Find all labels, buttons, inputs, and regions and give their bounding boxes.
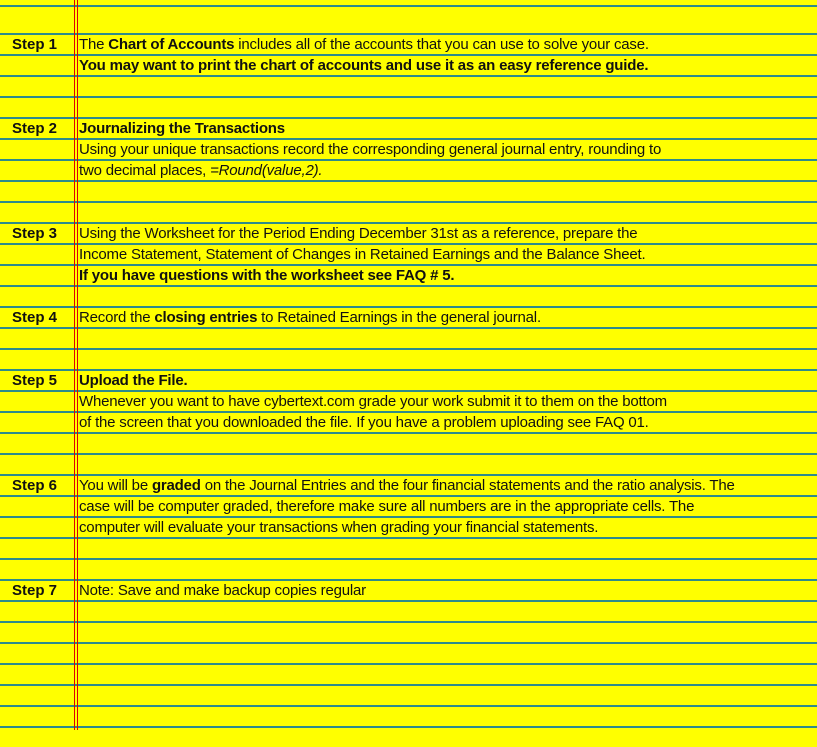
text-segment: Upload the File. — [79, 372, 188, 389]
step-label: Step 1 — [12, 36, 58, 53]
sheet-row[interactable] — [0, 558, 817, 579]
sheet-row[interactable] — [0, 684, 817, 705]
sheet-row[interactable] — [0, 390, 817, 411]
instruction-text — [79, 393, 667, 410]
text-segment: Income Statement, Statement of Changes in Retained Earnings and the Balance Sheet. — [79, 246, 646, 263]
sheet-row[interactable] — [0, 705, 817, 726]
sheet-row[interactable] — [0, 432, 817, 453]
instruction-text — [79, 162, 322, 179]
sheet-row[interactable] — [0, 243, 817, 264]
text-segment: The — [79, 36, 109, 53]
instruction-text — [79, 414, 649, 431]
text-segment: case will be computer graded, therefore make sure all numbers are in the appropriate cells. The — [79, 498, 695, 515]
step-label: Step 5 — [12, 372, 58, 389]
sheet-row[interactable] — [0, 726, 817, 747]
step-label: Step 7 — [12, 582, 58, 599]
instruction-text — [79, 372, 187, 389]
text-segment: to Retained Earnings in the general journal. — [257, 309, 541, 326]
step-row[interactable] — [0, 474, 817, 495]
text-segment: You will be — [79, 477, 152, 494]
text-segment: Using the Worksheet for the Period Ending December 31st as a reference, prepare the — [79, 225, 638, 242]
step-row[interactable] — [0, 579, 817, 600]
text-segment: Using your unique transactions record the corresponding general journal entry, rounding to — [79, 141, 662, 158]
sheet-row[interactable] — [0, 537, 817, 558]
instruction-text — [79, 57, 648, 74]
sheet-row[interactable] — [0, 453, 817, 474]
instruction-text — [79, 120, 285, 137]
instruction-text — [79, 519, 598, 536]
sheet-row[interactable] — [0, 159, 817, 180]
text-segment: of the screen that you downloaded the file. If you have a problem uploading see FAQ 01. — [79, 414, 649, 431]
instruction-text — [79, 141, 661, 158]
margin-line — [74, 0, 78, 730]
text-segment: Journalizing the Transactions — [79, 120, 285, 137]
instruction-text — [79, 267, 454, 284]
sheet-row[interactable] — [0, 642, 817, 663]
sheet-row[interactable] — [0, 663, 817, 684]
instruction-text — [79, 498, 694, 515]
instruction-sheet — [0, 33, 817, 747]
step-row[interactable] — [0, 117, 817, 138]
sheet-row[interactable] — [0, 495, 817, 516]
text-segment: Whenever you want to have cybertext.com grade your work submit it to them on the bottom — [79, 393, 667, 410]
text-segment: Chart of Accounts — [108, 36, 235, 53]
instruction-text — [79, 36, 649, 53]
sheet-row[interactable] — [0, 75, 817, 96]
text-segment: You may want to print the chart of accounts and use it as an easy reference guide. — [79, 57, 649, 74]
sheet-row[interactable] — [0, 201, 817, 222]
sheet-row[interactable] — [0, 285, 817, 306]
instruction-text — [79, 309, 541, 326]
sheet-row[interactable] — [0, 264, 817, 285]
step-label: Step 4 — [12, 309, 58, 326]
sheet-row[interactable] — [0, 516, 817, 537]
step-label: Step 6 — [12, 477, 58, 494]
step-label: Step 3 — [12, 225, 58, 242]
instruction-text — [79, 246, 645, 263]
sheet-row[interactable] — [0, 96, 817, 117]
text-segment: Record the — [79, 309, 155, 326]
text-segment: computer will evaluate your transactions when grading your financial statements. — [79, 519, 599, 536]
text-segment: If you have questions with the worksheet see FAQ # 5. — [79, 267, 455, 284]
sheet-row[interactable] — [0, 54, 817, 75]
sheet-row[interactable] — [0, 348, 817, 369]
sheet-row[interactable] — [0, 411, 817, 432]
sheet-row[interactable] — [0, 621, 817, 642]
instruction-text — [79, 225, 637, 242]
text-segment: graded — [151, 477, 201, 494]
ruled-line — [0, 5, 817, 7]
step-label: Step 2 — [12, 120, 58, 137]
text-segment: on the Journal Entries and the four financial statements and the ratio analysis. The — [200, 477, 735, 494]
text-segment: =Round(value,2). — [210, 162, 323, 179]
step-row[interactable] — [0, 222, 817, 243]
text-segment: two decimal places, — [79, 162, 211, 179]
step-row[interactable] — [0, 306, 817, 327]
instruction-text — [79, 582, 366, 599]
step-row[interactable] — [0, 369, 817, 390]
sheet-row[interactable] — [0, 600, 817, 621]
text-segment: Note: Save and make backup copies regular — [79, 582, 366, 599]
text-segment: includes all of the accounts that you can use to solve your case. — [234, 36, 649, 53]
text-segment: closing entries — [154, 309, 258, 326]
sheet-row[interactable] — [0, 327, 817, 348]
step-row[interactable] — [0, 33, 817, 54]
instruction-text — [79, 477, 735, 494]
sheet-row[interactable] — [0, 180, 817, 201]
sheet-row[interactable] — [0, 138, 817, 159]
